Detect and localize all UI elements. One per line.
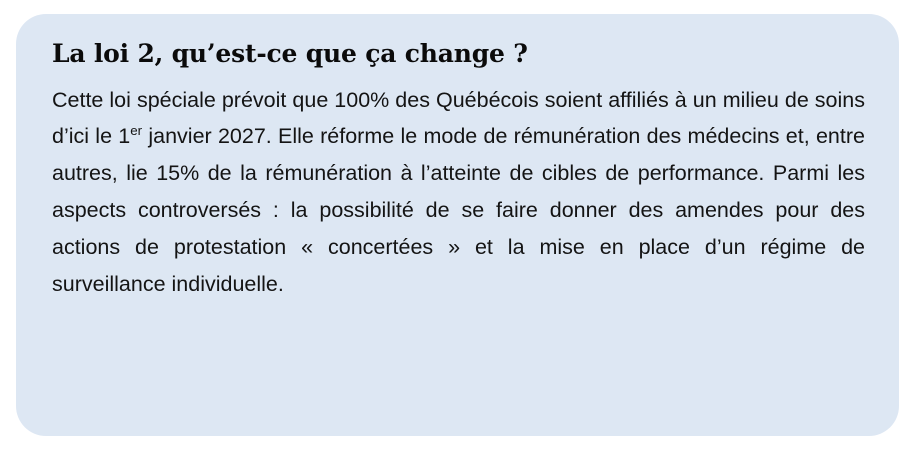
callout-title: La loi 2, qu’est-ce que ça change ? [52,39,528,68]
info-callout-card [16,14,899,436]
callout-body-part2: janvier 2027. Elle réforme le mode de rémunération des médecins et, entre autres, lie 15% de la rémunération à l’atteinte de cibles de performance. Parmi les aspects controversés : la possibilité de se faire donner des amendes pour des actions de protestation « concertées » et la mise en place d’un régime de surveillance individuelle. [52,124,865,297]
callout-body-part1: Cette loi spéciale prévoit que 100% des Québécois soient affiliés à un milieu de soins d’ici le 1 [52,87,865,149]
callout-body [52,82,865,304]
ordinal-suffix: er [130,123,143,139]
